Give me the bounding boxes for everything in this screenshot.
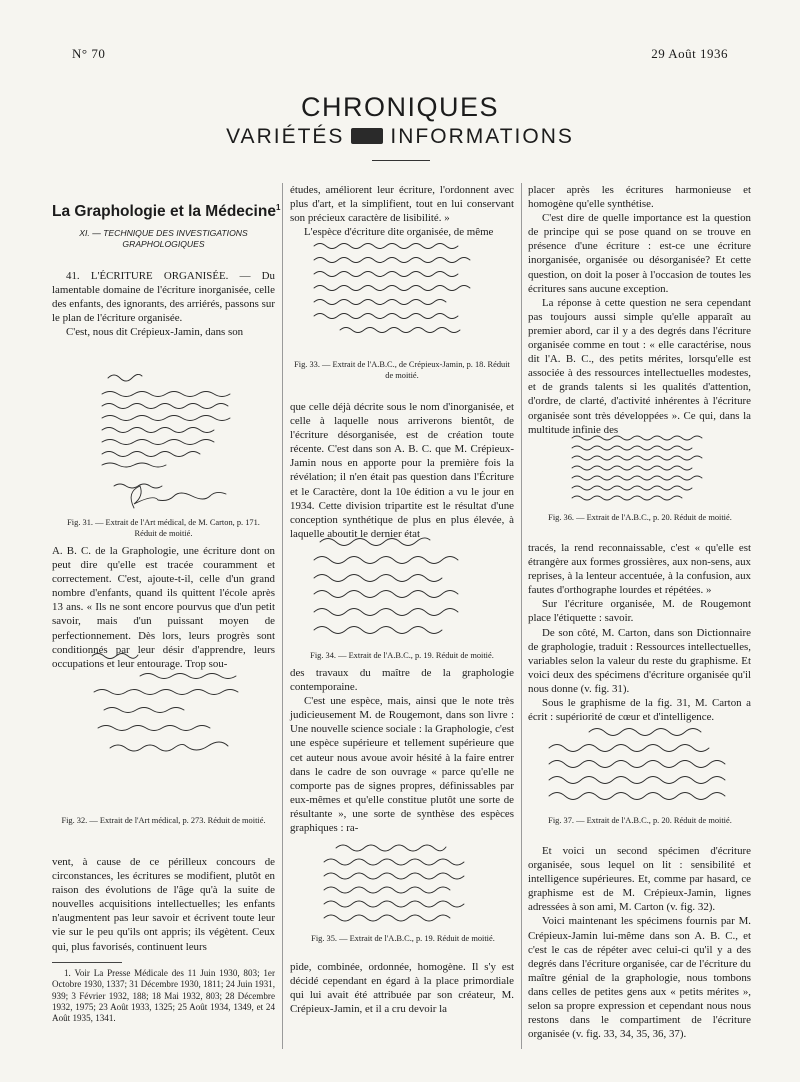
paragraph: C'est dire de quelle importance est la question de principe qui se pose quand on se trouve en présence d'une écriture : est-ce une écriture inorganisée, organisée ou désorganisée? Et cette question, on doit la poser à l'occasion de toutes les écritures sans aucune exception. — [528, 212, 751, 295]
footnote — [52, 968, 275, 1024]
paragraph: que celle déjà décrite sous le nom d'inorganisée, et celle à laquelle nous arriverons bientôt, de l'écriture désorganisée, est de création toute récente. C'est dans son A. B. C. que M. Crépieux-Jamin nous en apporte pour la première fois la révélation; il n'en était pas question dans l'Écriture et le Caractère, dont la 10e édition a vu le jour en 1934. Cette division tripartite est le résultat d'une conception synthétique de plus en plus élevée, à laquelle aboutit le dernier état — [290, 401, 514, 540]
paragraph: 41. L'ÉCRITURE ORGANISÉE. — Du lamentable domaine de l'écriture inorganisée, celle des enfants, des ignorants, des arriérés, passons sur le plan de l'écriture organisée. — [52, 270, 275, 325]
footnote-marker: 1 — [275, 203, 281, 212]
paragraph: tracés, la rend reconnaissable, c'est « qu'elle est étrangère aux formes grossières, aux non-sens, aux reprises, à la lenteur accentuée, à la confusion, aux fautes d'orthographe lourdes et répétées. » — [528, 542, 751, 597]
column-2-text-d — [290, 960, 514, 1016]
paragraph: placer après les écritures harmonieuse et homogène qu'elle synthétise. — [528, 184, 751, 211]
column-1-text-c — [52, 855, 275, 954]
paragraph: C'est, nous dit Crépieux-Jamin, dans son — [66, 326, 244, 339]
column-3-text-a — [528, 183, 751, 437]
figure-caption-34: Fig. 34. — Extrait de l'A.B.C., p. 19. Réduit de moitié. — [310, 651, 494, 660]
handwriting-specimen-fig36 — [568, 432, 728, 504]
article-title-text: La Graphologie et la Médecine — [52, 203, 276, 221]
paragraph: pide, combinée, ordonnée, homogène. Il s'y est décidé cependant en égard à la place primordiale qui lui avait été attribuée par son créateur, M. Crépieux-Jamin, et il a cru devoir la — [290, 961, 514, 1016]
handwriting-specimen-fig34 — [312, 528, 492, 644]
footnote-rule — [52, 962, 122, 963]
handwriting-specimen-fig35 — [322, 840, 487, 926]
article-title — [52, 203, 281, 221]
paragraph: A. B. C. de la Graphologie, une écriture dont on peut dire qu'elle est tracée couramment et correctement. C'est, ajoute-t-il, celle d'un grand nombre d'enfants, quand ils quittent l'école après 13 ans. « Ils ne sont encore pourvus que d'un petit savoir, mais d'un puissant moyen de perfectionnement. Dès lors, leurs progrès sont conditionnés par leur désir d'apprendre, leurs occupations et leur entourage. Trop sou- — [52, 545, 275, 670]
paragraph: Et voici un second spécimen d'écriture organisée, sous lequel on lit : sensibilité et intelligence supérieures. Et, comme par hasard, ce graphisme est de M. Crépieux-Jamin, lignes adressées à son ami, M. Carton (v. fig. 32). — [528, 845, 751, 914]
paragraph: De son côté, M. Carton, dans son Dictionnaire de graphologie, traduit : Ressources intellectuelles, variables selon la valeur du reste du graphisme. Et voici deux des spécimens d'écriture organisée qu'il nous donne (v. fig. 31). — [528, 626, 751, 695]
column-2-text-a — [290, 183, 514, 239]
masthead-rule — [372, 160, 430, 161]
paragraph: C'est une espèce, mais, ainsi que le note très judicieusement M. de Rougemont, dans son livre : Une nouvelle science sociale : la Graphologie, c'est une espèce supérieure et tellement supérieure que cet auteur nous avoue avoir hésité à la faire entrer dans le cadre de son ouvrage « parce qu'elle ne comporte pas de signes propres, définissables par eux-mêmes et qu'elle constitue plutôt une sorte de résultante », une sorte de synthèse des espèces graphiques : ra- — [290, 695, 514, 835]
figure-caption-31: Fig. 31. — Extrait de l'Art médical, de M. Carton, p. 171. Réduit de moitié. — [67, 518, 260, 538]
column-3-text-b — [528, 541, 751, 724]
paragraph: vent, à cause de ce périlleux concours de circonstances, les écritures se modifient, plutôt en raison des évolutions de l'âge qu'à la suite de nouvelles acquisitions intellectuelles; les enfants n'augmentent pas leur savoir et écrivent toute leur vie sur le peu qu'ils ont appris; ils végètent. Ceux qui, plus favorisés, continuent leurs — [52, 856, 275, 953]
footnote-text: 1. Voir La Presse Médicale des 11 Juin 1930, 803; 1er Octobre 1930, 1337; 31 Décembre 1930, 1811; 24 Juin 1931, 939; 3 Février 1932, 188; 18 Mai 1932, 803; 28 Décembre 1932, 1975; 23 Août 1933, 1325; 25 Août 1934, 1349, et 24 Août 1935, 1341. — [52, 968, 275, 1024]
paragraph: Sous le graphisme de la fig. 31, M. Carton a écrit : supériorité de cœur et d'intelligence. — [528, 697, 751, 724]
figure-caption-37: Fig. 37. — Extrait de l'A.B.C., p. 20. Réduit de moitié. — [548, 816, 732, 825]
masthead-left: VARIÉTÉS — [226, 125, 345, 148]
paragraph: L'espèce d'écriture dite organisée, de même — [304, 226, 494, 239]
figure-caption-36: Fig. 36. — Extrait de l'A.B.C., p. 20. Réduit de moitié. — [548, 513, 732, 522]
handwriting-specimen-fig33 — [300, 238, 505, 356]
figure-caption-32: Fig. 32. — Extrait de l'Art médical, p. 273. Réduit de moitié. — [61, 816, 266, 825]
masthead-right: INFORMATIONS — [390, 125, 574, 148]
column-2-text-c — [290, 666, 514, 835]
ornament-icon — [351, 128, 383, 144]
column-3-text-c — [528, 844, 751, 1041]
paragraph: des travaux du maître de la graphologie contemporaine. — [290, 667, 514, 694]
issue-number: N° 70 — [72, 46, 106, 61]
masthead-title: CHRONIQUES — [300, 92, 499, 122]
column-divider — [521, 183, 522, 1049]
paragraph: La réponse à cette question ne sera cependant pas toujours aussi simple qu'elle apparaît au premier abord, car il y a des degrés dans l'écriture organisée comme en tout : « elle caractérise, nous dit l'A. B. C., des petits mérites, lorsqu'elle est associée à des ressources intellectuelles modestes, et de grands talents si les qualités d'attention, d'ordre, de clarté, d'activité inhérentes à l'écriture organisée sont très développées ». Ce qui, dans la multitude infinie des — [528, 296, 751, 436]
figure-caption-33: Fig. 33. — Extrait de l'A.B.C., de Crépieux-Jamin, p. 18. Réduit de moitié. — [294, 360, 510, 380]
column-divider — [282, 183, 283, 1049]
paragraph: Sur l'écriture organisée, M. de Rougemont place l'étiquette : savoir. — [528, 598, 751, 625]
paragraph: études, améliorent leur écriture, l'ordonnent avec plus d'art, et la simplifient, tout en lui conservant son précieux caractère de lisibilité. » — [290, 184, 514, 225]
handwriting-specimen-fig37 — [545, 720, 745, 805]
masthead-subtitle — [0, 125, 800, 149]
issue-date: 29 Août 1936 — [651, 46, 728, 61]
column-1-text-a — [52, 269, 275, 339]
handwriting-specimen-fig31 — [100, 368, 280, 516]
paragraph: Voici maintenant les spécimens fournis par M. Crépieux-Jamin lui-même dans son A. B. C., et c'est le cas de répéter avec celui-ci qu'il y a des degrés dans l'écriture organisée, car de l'écriture du maître génial de la graphologie, nous tombons dans celles de petites gens aux « petits mérites », selon sa propre expression et cependant nous nous restons dans le compartiment de l'écriture organisée (v. fig. 33, 34, 35, 36, 37). — [528, 915, 751, 1041]
handwriting-specimen-fig32 — [88, 648, 278, 768]
column-2-text-b — [290, 400, 514, 541]
article-subhead: XI. — TECHNIQUE DES INVESTIGATIONS GRAPHOLOGIQUES — [79, 228, 248, 249]
figure-caption-35: Fig. 35. — Extrait de l'A.B.C., p. 19. Réduit de moitié. — [311, 934, 495, 943]
